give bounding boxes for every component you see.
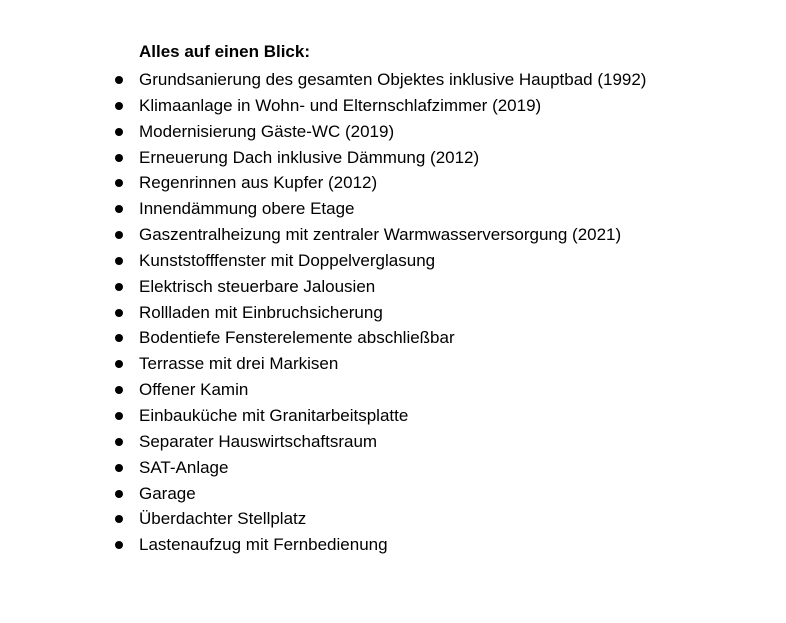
list-item bbox=[139, 300, 759, 326]
list-item-text: Rollladen mit Einbruchsicherung bbox=[139, 302, 383, 322]
bullet-icon bbox=[115, 179, 123, 187]
list-item bbox=[139, 506, 759, 532]
list-item-text: Einbauküche mit Granitarbeitsplatte bbox=[139, 405, 409, 425]
bullet-icon bbox=[115, 464, 123, 472]
list-item bbox=[139, 481, 759, 507]
bullet-icon bbox=[115, 386, 123, 394]
list-item-text: SAT-Anlage bbox=[139, 457, 229, 477]
bullet-icon bbox=[115, 490, 123, 498]
bullet-icon bbox=[115, 515, 123, 523]
list-item-text: Regenrinnen aus Kupfer (2012) bbox=[139, 173, 378, 193]
list-item-text: Lastenaufzug mit Fernbedienung bbox=[139, 535, 388, 555]
bullet-icon bbox=[115, 128, 123, 136]
list-heading: Alles auf einen Blick: bbox=[139, 42, 310, 61]
list-item-text: Separater Hauswirtschaftsraum bbox=[139, 431, 378, 451]
bullet-icon bbox=[115, 257, 123, 265]
bullet-icon bbox=[115, 541, 123, 549]
list-item-text: Klimaanlage in Wohn- und Elternschlafzimmer (2019) bbox=[139, 95, 542, 115]
bullet-icon bbox=[115, 309, 123, 317]
bullet-icon bbox=[115, 438, 123, 446]
bullet-icon bbox=[115, 360, 123, 368]
list-item bbox=[139, 248, 759, 274]
feature-list bbox=[139, 67, 759, 558]
list-item bbox=[139, 145, 759, 171]
list-item bbox=[139, 119, 759, 145]
list-item-text: Elektrisch steuerbare Jalousien bbox=[139, 276, 376, 296]
list-item bbox=[139, 274, 759, 300]
list-item-text: Kunststofffenster mit Doppelverglasung bbox=[139, 250, 436, 270]
bullet-icon bbox=[115, 154, 123, 162]
list-item bbox=[139, 93, 759, 119]
bullet-icon bbox=[115, 412, 123, 420]
bullet-icon bbox=[115, 205, 123, 213]
list-item bbox=[139, 196, 759, 222]
list-item bbox=[139, 170, 759, 196]
bullet-icon bbox=[115, 283, 123, 291]
bullet-icon bbox=[115, 76, 123, 84]
bullet-icon bbox=[115, 334, 123, 342]
list-item bbox=[139, 351, 759, 377]
list-item bbox=[139, 455, 759, 481]
list-item-text: Garage bbox=[139, 483, 196, 503]
bullet-icon bbox=[115, 102, 123, 110]
list-item-text: Überdachter Stellplatz bbox=[139, 509, 307, 529]
list-item bbox=[139, 429, 759, 455]
feature-document bbox=[139, 41, 759, 558]
list-item-text: Innendämmung obere Etage bbox=[139, 199, 355, 219]
list-item bbox=[139, 377, 759, 403]
list-item-text: Erneuerung Dach inklusive Dämmung (2012) bbox=[139, 147, 480, 167]
list-item-text: Offener Kamin bbox=[139, 380, 249, 400]
list-item-text: Modernisierung Gäste-WC (2019) bbox=[139, 121, 395, 141]
list-item bbox=[139, 325, 759, 351]
list-item bbox=[139, 403, 759, 429]
list-item bbox=[139, 222, 759, 248]
list-item-text: Grundsanierung des gesamten Objektes inklusive Hauptbad (1992) bbox=[139, 70, 647, 89]
list-item-text: Bodentiefe Fensterelemente abschließbar bbox=[139, 328, 455, 348]
list-item-text: Terrasse mit drei Markisen bbox=[139, 354, 339, 374]
list-item bbox=[139, 532, 759, 558]
list-item bbox=[139, 67, 759, 93]
bullet-icon bbox=[115, 231, 123, 239]
list-item-text: Gaszentralheizung mit zentraler Warmwasserversorgung (2021) bbox=[139, 225, 622, 245]
